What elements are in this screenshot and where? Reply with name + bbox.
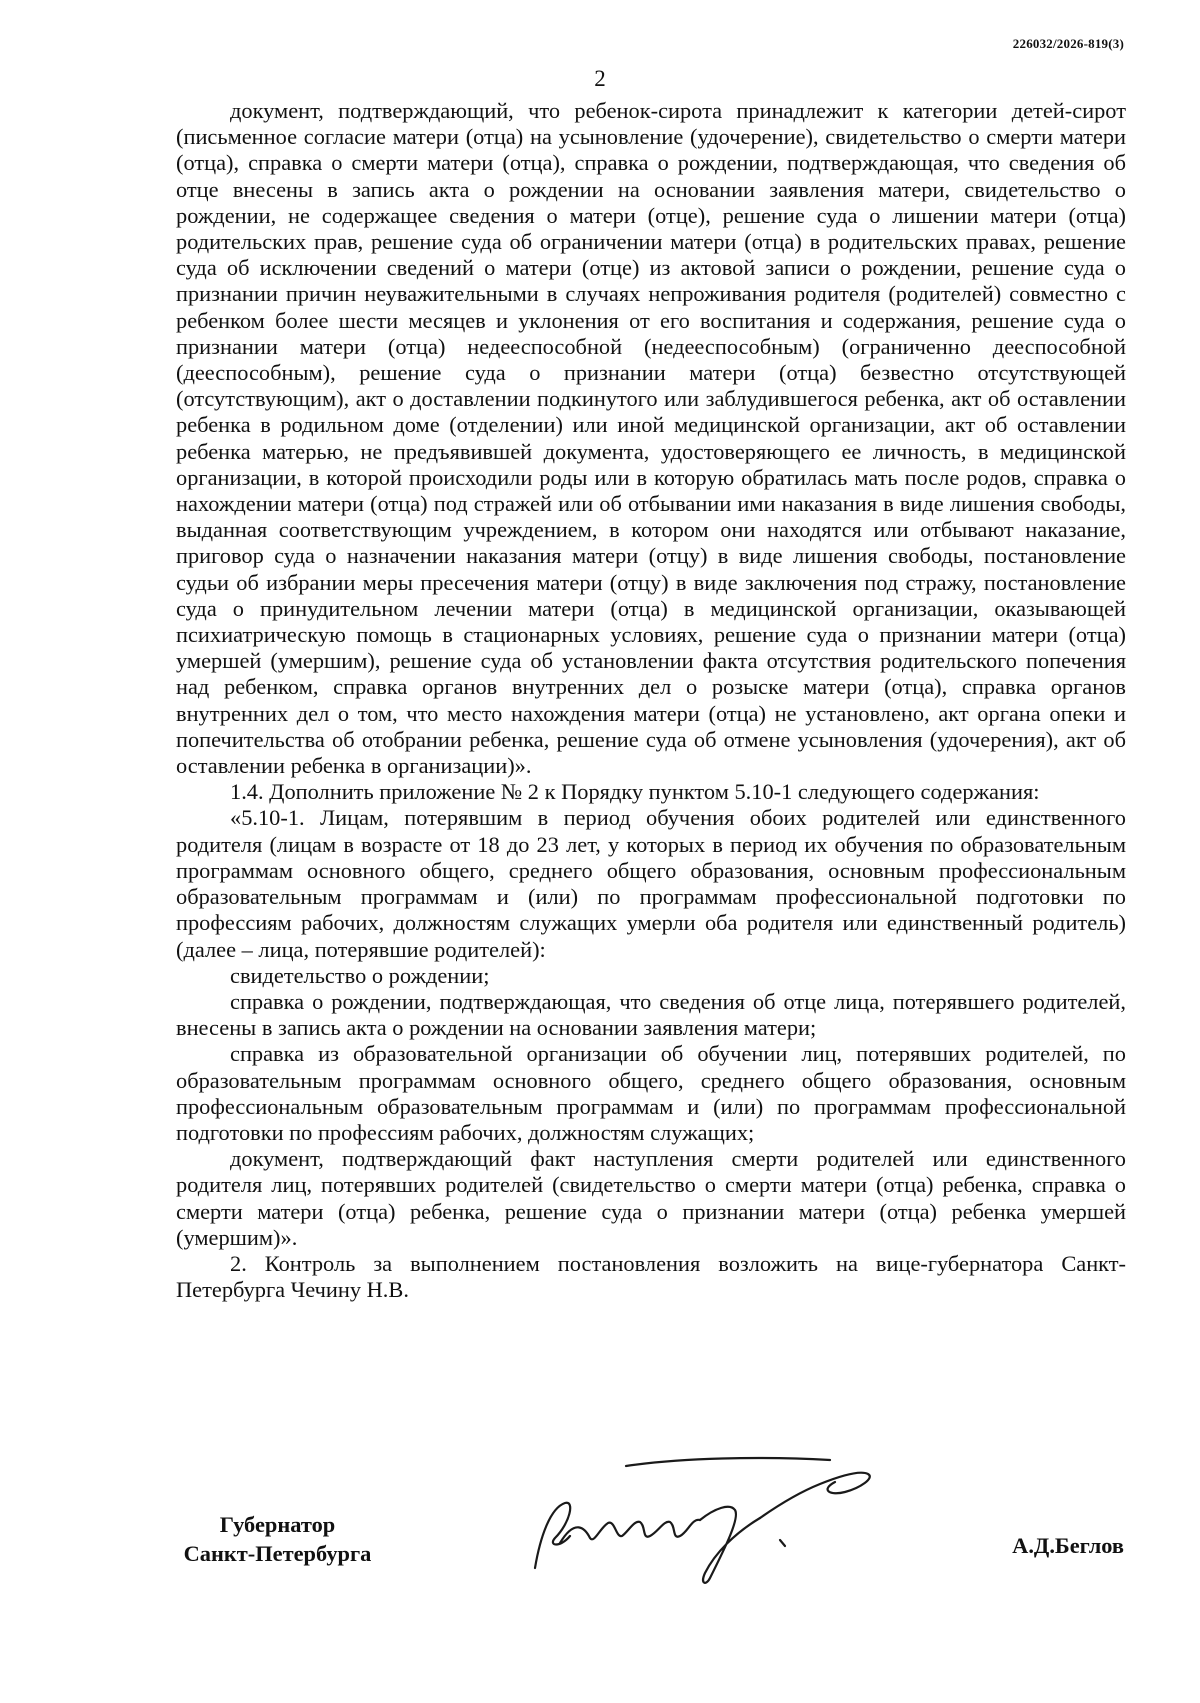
paragraph-document-list: документ, подтверждающий, что ребенок-сирота принадлежит к категории детей-сирот (письменное согласие матери (отца) на усыновление (удочерение), свидетельство о смерти матери (отца), справка о смерти матери (отца), справка о рождении, подтверждающая, что сведения об отце внесены в запись акта о рождении на основании заявления матери, свидетельство о рождении, не содержащее сведения о матери (отце), решение суда о лишении матери (отца) родительских прав, решение суда об ограничении матери (отца) в родительских правах, решение суда об исключении сведений о матери (отце) из актовой записи о рождении, решение суда о признании причин неуважительными в случаях непроживания родителя (родителей) совместно с ребенком более шести месяцев и уклонения от его воспитания и содержания, решение суда о признании матери (отца) недееспособной (недееспособным) (ограниченно дееспособной (дееспособным), решение суда о признании матери (отца) безвестно отсутствующей (отсутствующим), акт о доставлении подкинутого или заблудившегося ребенка, акт об оставлении ребенка в родильном доме (отделении) или иной медицинской организации, акт об оставлении ребенка матерью, не предъявившей документа, удостоверяющего ее личность, в медицинской организации, в которой происходили роды или в которую обратилась мать после родов, справка о нахождении матери (отца) под стражей или об отбывании ими наказания в виде лишения свободы, выданная соответствующим учреждением, в котором они находятся или отбывают наказание, приговор суда о назначении наказания матери (отцу) в виде лишения свободы, постановление судьи об избрании меры пресечения матери (отцу) в виде заключения под стражу, постановление суда о принудительном лечении матери (отца) в медицинской организации, оказывающей психиатрическую помощь в стационарных условиях, решение суда о признании матери (отца) умершей (умершим), решение суда об установлении факта отсутствия родительского попечения над ребенком, справка органов внутренних дел о розыске матери (отца), справка органов внутренних дел о том, что место нахождения матери (отца) не установлено, акт органа опеки и попечительства об отобрании ребенка, решение суда об отмене усыновления (удочерения), акт об оставлении ребенка в организации)». — [176, 98, 1126, 779]
signatory-name: А.Д.Беглов — [1012, 1533, 1124, 1558]
page-number: 2 — [594, 66, 606, 91]
paragraph-5-10-1: «5.10-1. Лицам, потерявшим в период обучения обоих родителей или единственного родителя (лицам в возрасте от 18 до 23 лет, у которых в период их обучения по образовательным программам основного общего, среднего общего образования, основным профессиональным образовательным программам и (или) по программам профессиональной подготовки по профессиям рабочих, должностям служащих умерли оба родителя или единственный родитель) (далее – лица, потерявшие родителей): — [176, 805, 1126, 962]
paragraph-control: 2. Контроль за выполнением постановления возложить на вице-губернатора Санкт-Петербурга Чечину Н.В. — [176, 1250, 1126, 1303]
paragraph-death-document: документ, подтверждающий факт наступления смерти родителей или единственного родителя лиц, потерявших родителей (свидетельство о смерти матери (отца) ребенка, справка о смерти матери (отца) ребенка, решение суда о признании матери (отца) ребенка умершей (умершим)». — [176, 1146, 1126, 1250]
paragraph-birth-certificate: свидетельство о рождении; — [230, 962, 490, 988]
signatory-title-line1: Губернатор — [219, 1512, 336, 1537]
paragraph-birth-reference: справка о рождении, подтверждающая, что сведения об отце лица, потерявшего родителей, внесены в запись акта о рождении на основании заявления матери; — [176, 988, 1126, 1041]
paragraph-education-reference: справка из образовательной организации об обучении лиц, потерявших родителей, по образовательным программам основного общего, среднего общего образования, основным профессиональным образовательным программам и (или) по программам профессиональной подготовки по профессиям рабочих, должностям служащих; — [176, 1041, 1126, 1145]
paragraph-1-4: 1.4. Дополнить приложение № 2 к Порядку пунктом 5.10-1 следующего содержания: — [230, 779, 1040, 805]
handwritten-signature — [530, 1448, 930, 1588]
document-body — [176, 98, 1126, 1303]
document-code: 226032/2026-819(3) — [1012, 36, 1124, 51]
signatory-title — [175, 1510, 380, 1568]
signatory-title-line2: Санкт-Петербурга — [183, 1541, 372, 1566]
